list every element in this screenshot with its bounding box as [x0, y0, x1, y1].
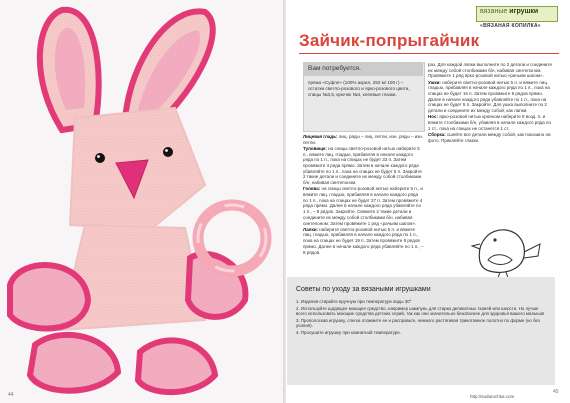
materials-text: пряжа «Суфле» (100% акрил, 292 м/ 100 г) – остатки светло-розового и ярко-розового цвета, спицы №3,5, крючок №4, клеевые глазки. [308, 80, 410, 97]
instruction-paragraph: Лицевая гладь: лиц. ряды – лиц. петли, изн. ряды – изн. петли. [303, 134, 424, 145]
bunny-right-eye [163, 147, 173, 157]
list-item: 2. Используйте щадящее моющее средство, например шампунь для стирки деликатных тканей или шерсти. Но лучше всего использовать моющие средства детских серий, так как они значительно безопаснее для здоровья вашего малыша! [296, 305, 545, 317]
section-header [480, 8, 538, 15]
instruction-paragraph: Голова: на спицы светло-розовой нитью наберите 5 п., и вяжите лиц. гладью, прибавляя в начале каждого ряда по 1 п., пока на спицах не будет 27 п. Затем провяжите 4 ряда прямо. Далее в начале каждого ряда убавляйте по 1 п., – 8 рядов. Закройте. Свяжите 2 такие детали и соедините их между собой столбиками б/н, набивая синтепоном. Затем провяжите 1 ряд «рачьим шагом». [303, 186, 423, 226]
right-page-number: 45 [553, 389, 559, 395]
left-page-number: 44 [8, 392, 14, 398]
care-tips-list [296, 299, 548, 337]
instructions-column-left [303, 134, 424, 256]
instruction-paragraph: Ушки: наберите светло-розовой нитью 5 п. и вяжите лиц. гладью, прибавляя в начале каждого ряда по 1 п., пока на спицах не будет 15 п. Затем провяжите 8 рядов прямо. Далее в начале каждого ряда убавляйте по 1 п., пока на спицах не будет 5 п. Закройте. Для ушка выполните по 2 детали и соедините их между собой, как лапки. [428, 79, 550, 114]
title-divider [299, 53, 559, 54]
instruction-paragraph: Туловище: на спицы светло-розовой нитью наберите 5 п., вяжите лиц. гладью, прибавляя в начале каждого ряда по 1 п., пока на спицах не будет 33 п. Затем провяжите 4 ряда прямо. Затем в начале каждого ряда убавляйте по 1 п., пока на спицах не будет 5 п. Закройте 2 такие детали и соедините их между собой столбиками б/н, набивая синтепоном. [303, 145, 422, 186]
instruction-paragraph: Нос: ярко-розовой нитью крючком наберите 8 возд. п. и вяжите столбиками б/н, убавляя в начале каждого ряда по 1 ст., пока на спицах не останется 1 ст. [428, 114, 551, 131]
instruction-paragraph: Лапки: наберите светло-розовой нитью 5 п. и вяжите лиц. гладью, прибавляя в начале каждого ряда по 1 п., пока на спицах не будет 19 п. Затем провяжите 8 рядов прямо. Далее в начале каждого ряда убавляйте по 1 п., – 8 рядов. [303, 226, 424, 255]
page-title: Зайчик-попрыгайчик [299, 31, 480, 50]
bird-illustration [468, 222, 548, 280]
section-name-bold: игрушки [509, 8, 539, 15]
bunny-right-foot [138, 340, 215, 392]
list-item: 1. Изделия стирайте вручную при температуре воды 30° [296, 299, 412, 304]
list-item: 4. Просушите игрушку при комнатной температуре. [296, 329, 402, 335]
instruction-paragraph: раз. Для каждой лапки выполните по 2 детали и соедините их между собой столбиками б/н, набивая синтепоном. Провяжите 1 ряд ярко-розовой нитью «рачьим шагом». [428, 62, 552, 79]
instructions-column-right [428, 62, 552, 144]
bunny-left-paw [10, 265, 88, 328]
section-name: вязаные [480, 8, 508, 15]
care-tips-title: Советы по уходу за вязаными игрушками [296, 286, 431, 293]
subsection-label: «ВЯЗАНАЯ КОПИЛКА» [480, 23, 541, 29]
materials-heading: Вам потребуется. [308, 65, 361, 72]
bunny-left-foot [30, 335, 118, 391]
bunny-left-eye [95, 153, 105, 163]
list-item: 3. Прополоскав игрушку, слегка отожмите ее и расправьте, немного растягивая трикотажное полотно по форме (но без усилия). [296, 317, 540, 329]
watermark-url: http://sudaruchka.com [470, 394, 515, 399]
instruction-paragraph: Сборка: сшейте все детали между собой, как показано на фото. Приклейте глазки. [428, 131, 551, 143]
